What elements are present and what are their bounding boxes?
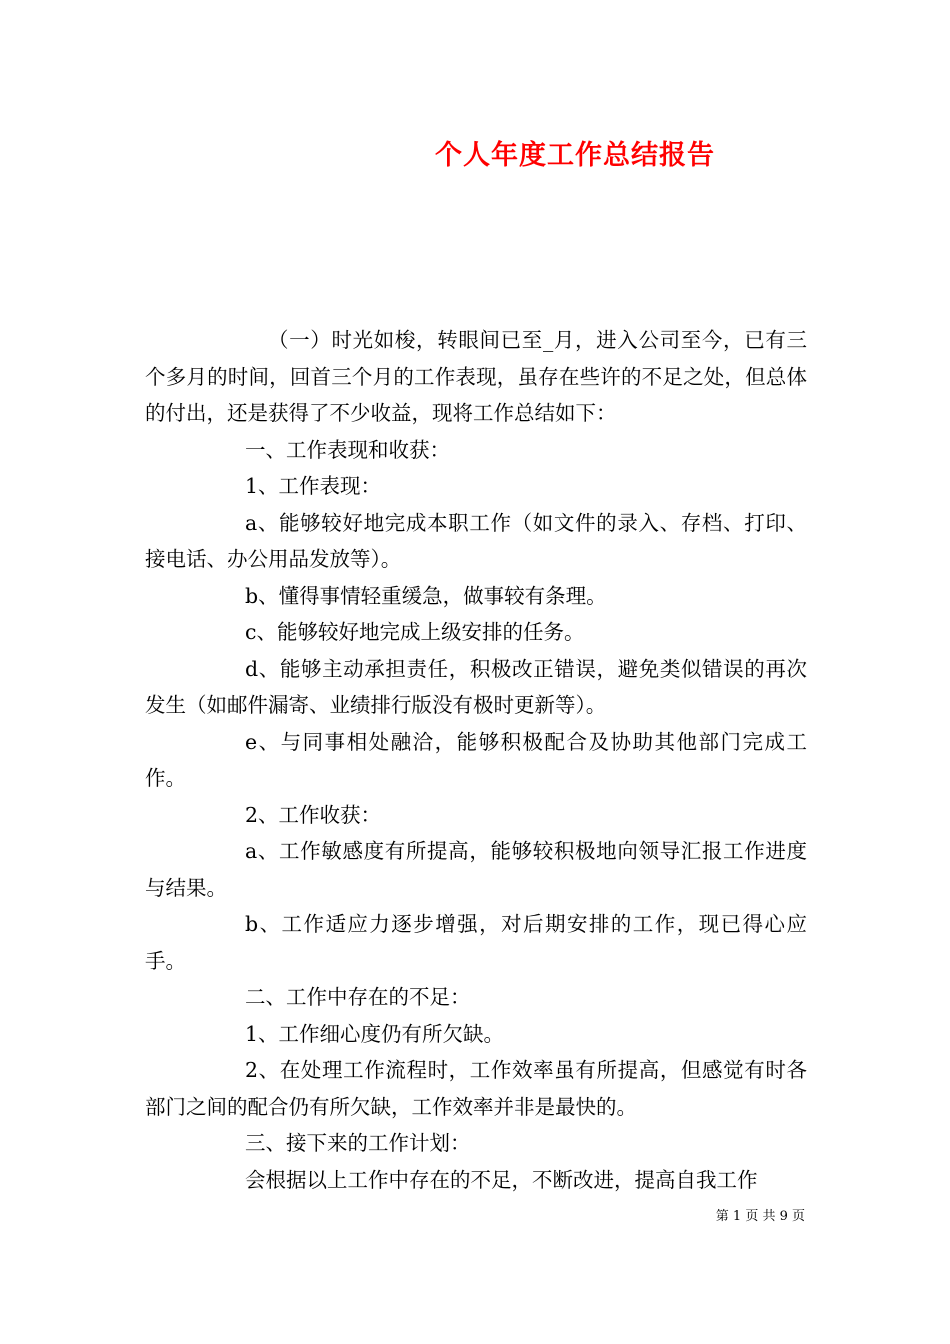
paragraph-intro: （一）时光如梭，转眼间已至_月，进入公司至今，已有三个多月的时间，回首三个月的工作表现，虽存在些许的不足之处，但总体的付出，还是获得了不少收益，现将工作总结如下： bbox=[145, 328, 807, 425]
paragraph-gain-b: b、工作适应力逐步增强，对后期安排的工作，现已得心应手。 bbox=[145, 912, 807, 973]
paragraph-gain-a: a、工作敏感度有所提高，能够较积极地向领导汇报工作进度与结果。 bbox=[145, 839, 807, 900]
paragraph-item-c: c、能够较好地完成上级安排的任务。 bbox=[245, 620, 585, 644]
paragraph-item-a: a、能够较好地完成本职工作（如文件的录入、存档、打印、接电话、办公用品发放等）。 bbox=[145, 510, 807, 571]
subheading-work-gains: 2、工作收获： bbox=[245, 802, 382, 827]
paragraph-plan: 会根据以上工作中存在的不足，不断改进，提高自我工作 bbox=[245, 1167, 758, 1192]
section-heading-2: 二、工作中存在的不足： bbox=[245, 985, 471, 1009]
document-body bbox=[145, 322, 807, 1198]
paragraph-shortfall-2: 2、在处理工作流程时，工作效率虽有所提高，但感觉有时各部门之间的配合仍有所欠缺，工作效率并非是最快的。 bbox=[145, 1058, 807, 1119]
paragraph-item-b: b、懂得事情轻重缓急，做事较有条理。 bbox=[245, 583, 607, 608]
page-number-footer: 第 1 页 共 9 页 bbox=[715, 1209, 805, 1224]
paragraph-item-d: d、能够主动承担责任，积极改正错误，避免类似错误的再次发生（如邮件漏寄、业绩排行版没有极时更新等）。 bbox=[145, 656, 807, 717]
paragraph-shortfall-1: 1、工作细心度仍有所欠缺。 bbox=[245, 1021, 505, 1046]
subheading-work-performance: 1、工作表现： bbox=[245, 474, 382, 498]
section-heading-3: 三、接下来的工作计划： bbox=[245, 1131, 471, 1155]
paragraph-item-e: e、与同事相处融洽，能够积极配合及协助其他部门完成工作。 bbox=[145, 729, 807, 790]
section-heading-1: 一、工作表现和收获： bbox=[245, 437, 450, 462]
document-title: 个人年度工作总结报告 bbox=[435, 140, 715, 171]
